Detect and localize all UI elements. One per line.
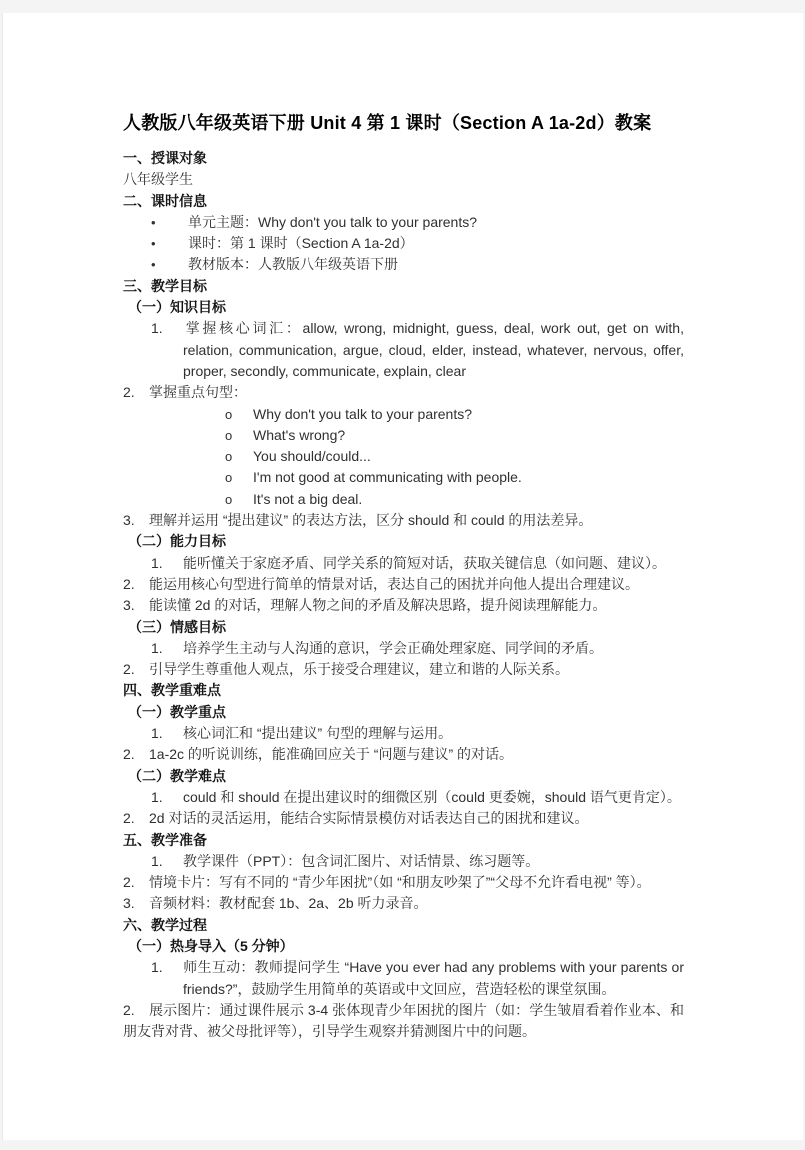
number-marker: 2. [123,810,135,827]
line-text: 2d 对话的灵活运用，能结合实际情景模仿对话表达自己的困扰和建议。 [149,810,589,827]
doc-numbered-item [123,510,684,531]
doc-numbered-item [123,957,684,1000]
line-text: 课时：第 1 课时（Section A 1a-2d） [188,235,414,252]
bullet-marker: • [151,214,156,230]
doc-paragraph: 八年级学生 [123,171,193,188]
page-title: 人教版八年级英语下册 Unit 4 第 1 课时（Section A 1a-2d）教案 [123,113,652,133]
line-text: 引导学生尊重他人观点，乐于接受合理建议，建立和谐的人际关系。 [149,661,569,678]
doc-numbered-item [123,553,684,574]
line-text: 师生互动：教师提问学生 “Have you ever had any problems with your parents or friends?”，鼓励学生用简单的英语或中文回应，营造轻松的课堂氛围。 [183,959,684,997]
doc-heading-1: 一、授课对象 [123,150,207,166]
line-text: 能读懂 2d 的对话，理解人物之间的矛盾及解决思路，提升阅读理解能力。 [149,597,607,614]
line-text: 掌握核心词汇：allow, wrong, midnight, guess, deal, work out, get on with, relation, communication, argue, cloud, elder, instead, whatever, nervous, offer, proper, secondly, communicate, explain, clear [183,320,684,379]
circle-marker: o [225,470,233,486]
doc-bullet-item [123,254,684,275]
line-text: It's not a big deal. [253,490,363,507]
doc-numbered-item [123,1000,684,1043]
line-text: 教材版本：人教版八年级英语下册 [188,256,398,273]
doc-numbered-item [123,872,684,893]
number-marker: 2. [123,746,135,763]
line-text: 单元主题：Why don't you talk to your parents? [188,213,478,230]
doc-heading-2: （一）热身导入（5 分钟） [128,937,294,954]
doc-sub-bullet-item [123,489,684,510]
number-marker: 2. [123,1001,135,1018]
line-text: 情境卡片：写有不同的 “青少年困扰”（如 “和朋友吵架了”“父母不允许看电视” 等）。 [149,874,651,891]
doc-bullet-item [123,233,684,254]
line-text: 能运用核心句型进行简单的情景对话，表达自己的困扰并向他人提出合理建议。 [149,575,639,592]
document-page [2,13,803,1140]
doc-numbered-item [123,787,684,808]
number-marker: 1. [151,320,163,337]
circle-marker: o [225,491,233,507]
doc-heading-2: （二）教学难点 [128,767,226,784]
number-marker: 1. [151,725,163,742]
doc-numbered-item [123,318,684,382]
number-marker: 1. [151,959,163,976]
doc-numbered-item [123,638,684,659]
doc-heading-1: 五、教学准备 [123,831,207,848]
number-marker: 3. [123,895,135,912]
line-text: 理解并运用 “提出建议” 的表达方法，区分 should 和 could 的用法差异。 [149,512,593,529]
line-text: 能听懂关于家庭矛盾、同学关系的简短对话，获取关键信息（如问题、建议）。 [183,554,666,571]
line-text: 核心词汇和 “提出建议” 句型的理解与运用。 [183,725,453,742]
circle-marker: o [225,449,233,465]
doc-numbered-item [123,723,684,744]
number-marker: 1. [151,554,163,571]
number-marker: 2. [123,661,135,678]
doc-sub-bullet-item [123,425,684,446]
doc-sub-bullet-item [123,404,684,425]
doc-sub-bullet-item [123,467,684,488]
line-text: 音频材料：教材配套 1b、2a、2b 听力录音。 [149,895,428,912]
doc-numbered-item [123,744,684,765]
number-marker: 3. [123,512,135,529]
bullet-marker: • [151,236,156,252]
doc-heading-2: （二）能力目标 [128,533,226,550]
doc-numbered-item [123,893,684,914]
number-marker: 3. [123,597,135,614]
number-marker: 1. [151,852,163,869]
line-text: 1a-2c 的听说训练，能准确回应关于 “问题与建议” 的对话。 [149,746,514,763]
bullet-marker: • [151,257,156,273]
line-text: Why don't you talk to your parents? [253,405,473,422]
doc-numbered-item [123,595,684,616]
doc-heading-2: （一）教学重点 [128,703,226,720]
doc-heading-1: 四、教学重难点 [123,682,221,699]
doc-heading-1: 六、教学过程 [123,916,207,933]
doc-sub-bullet-item [123,446,684,467]
number-marker: 2. [123,874,135,891]
line-text: What's wrong? [253,426,346,443]
doc-bullet-item [123,212,684,233]
number-marker: 2. [123,384,135,401]
circle-marker: o [225,427,233,443]
doc-numbered-item [123,382,684,403]
doc-numbered-item [123,851,684,872]
doc-heading-1: 二、课时信息 [123,192,207,209]
document-blocks [123,148,684,1042]
doc-heading-2: （一）知识目标 [128,299,226,316]
doc-heading-2: （三）情感目标 [128,618,226,635]
line-text: 培养学生主动与人沟通的意识，学会正确处理家庭、同学间的矛盾。 [183,639,603,656]
doc-numbered-item [123,659,684,680]
line-text: I'm not good at communicating with people. [253,469,522,486]
number-marker: 2. [123,575,135,592]
line-text: 掌握重点句型： [149,384,247,401]
number-marker: 1. [151,788,163,805]
line-text: 教学课件（PPT）：包含词汇图片、对话情景、练习题等。 [183,852,540,869]
line-text: You should/could... [253,448,371,465]
circle-marker: o [225,406,233,422]
doc-numbered-item [123,808,684,829]
doc-numbered-item [123,574,684,595]
number-marker: 1. [151,639,163,656]
doc-heading-1: 三、教学目标 [123,277,207,294]
line-text: 展示图片：通过课件展示 3-4 张体现青少年困扰的图片（如：学生皱眉看着作业本、和朋友背对背、被父母批评等），引导学生观察并猜测图片中的问题。 [123,1001,684,1040]
line-text: could 和 should 在提出建议时的细微区别（could 更委婉，should 语气更肯定）。 [183,788,681,805]
